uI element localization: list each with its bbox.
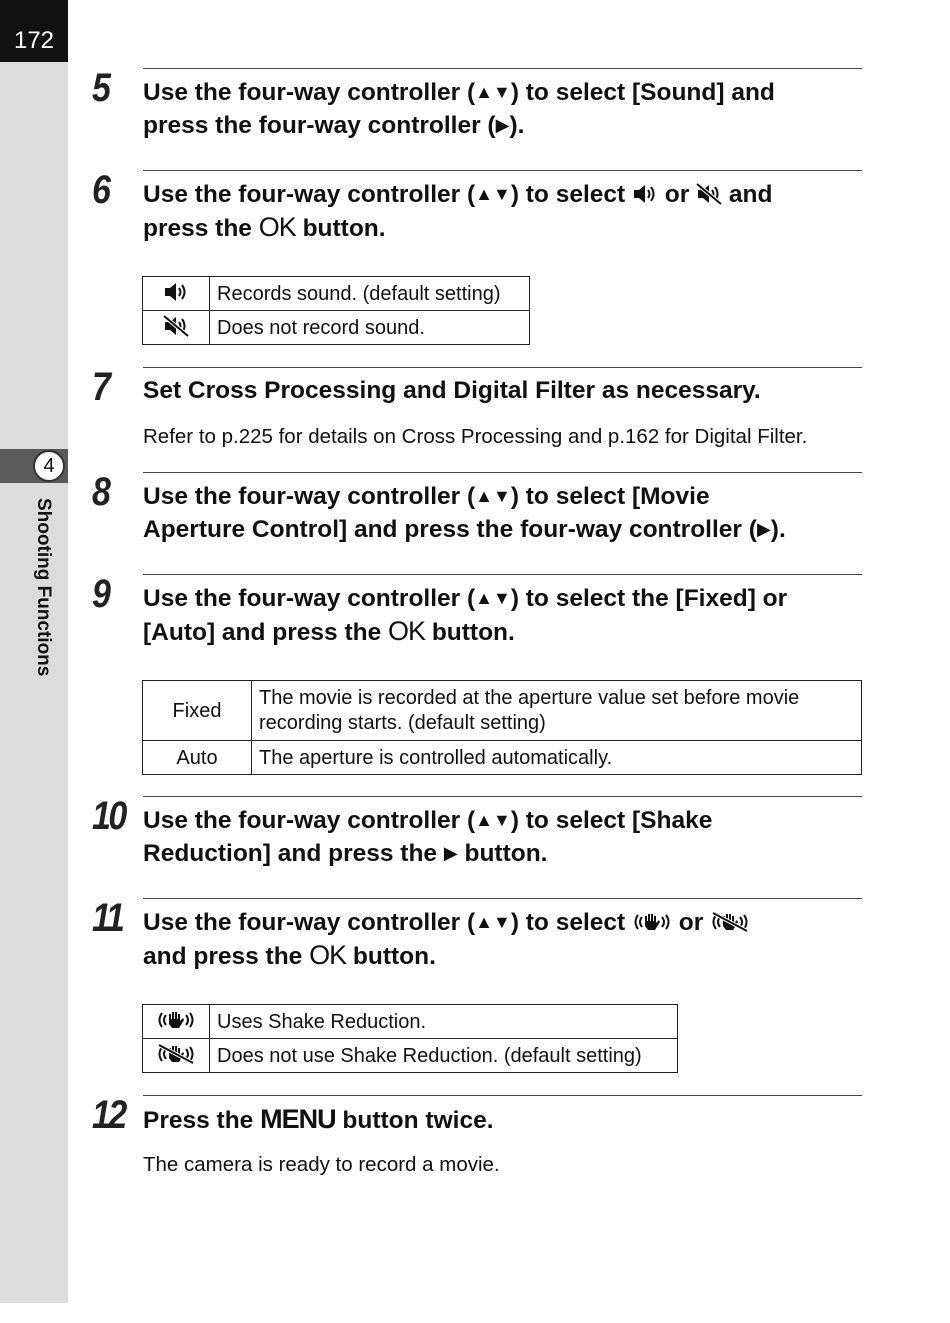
step-number: 11 xyxy=(92,896,123,940)
table-row xyxy=(143,1005,678,1039)
right-arrow-icon: ▶ xyxy=(756,519,771,539)
step-divider xyxy=(143,898,862,899)
ok-button-label: OK xyxy=(309,940,347,970)
menu-button-label: MENU xyxy=(260,1104,336,1134)
step-note: Refer to p.225 for details on Cross Processing and p.162 for Digital Filter. xyxy=(143,425,808,448)
step-number: 8 xyxy=(92,470,109,514)
description-cell: Uses Shake Reduction. xyxy=(210,1005,678,1039)
step-instruction: Use the four-way controller (▲▼) to select or and press the OK button. xyxy=(143,906,862,973)
step-divider xyxy=(143,68,862,69)
shake-reduction-on-icon xyxy=(156,1009,196,1031)
step-instruction: Use the four-way controller (▲▼) to select the [Fixed] or [Auto] and press the OK button. xyxy=(143,582,862,649)
step-number: 9 xyxy=(92,572,109,616)
table-row xyxy=(143,741,862,775)
step-divider xyxy=(143,1095,862,1096)
up-down-arrow-icon: ▲▼ xyxy=(475,82,511,102)
icon-cell xyxy=(143,277,210,311)
step-instruction: Use the four-way controller (▲▼) to select or and press the OK button. xyxy=(143,178,862,245)
sound-options-table xyxy=(142,276,530,345)
step-divider xyxy=(143,367,862,368)
shake-reduction-off-icon xyxy=(710,911,750,933)
table-row xyxy=(143,681,862,741)
ok-button-label: OK xyxy=(388,616,426,646)
step-7 xyxy=(92,367,862,457)
term-cell: Auto xyxy=(143,741,252,775)
table-row xyxy=(143,1039,678,1073)
step-12 xyxy=(92,1095,862,1185)
step-number: 5 xyxy=(92,66,109,110)
step-number: 10 xyxy=(92,794,125,838)
table-row xyxy=(143,311,530,345)
aperture-options-table xyxy=(142,680,862,775)
shake-reduction-off-icon xyxy=(156,1043,196,1065)
step-instruction: Use the four-way controller (▲▼) to select [Sound] and press the four-way controller (▶). xyxy=(143,76,862,142)
step-number: 7 xyxy=(92,365,109,409)
step-instruction: Use the four-way controller (▲▼) to select [Shake Reduction] and press the ▶ button. xyxy=(143,804,862,870)
term-cell: Fixed xyxy=(143,681,252,741)
step-instruction: Press the MENU button twice. xyxy=(143,1104,494,1134)
description-cell: Records sound. (default setting) xyxy=(210,277,530,311)
description-cell: The movie is recorded at the aperture value set before movie recording starts. (default setting) xyxy=(252,681,862,741)
up-down-arrow-icon: ▲▼ xyxy=(475,486,511,506)
up-down-arrow-icon: ▲▼ xyxy=(475,912,511,932)
chapter-title: Shooting Functions xyxy=(33,498,54,677)
up-down-arrow-icon: ▲▼ xyxy=(475,588,511,608)
step-divider xyxy=(143,170,862,171)
up-down-arrow-icon: ▲▼ xyxy=(475,810,511,830)
icon-cell xyxy=(143,1005,210,1039)
step-divider xyxy=(143,472,862,473)
description-cell: The aperture is controlled automatically. xyxy=(252,741,862,775)
sound-on-icon xyxy=(163,281,189,303)
shake-reduction-on-icon xyxy=(632,911,672,933)
sound-off-icon xyxy=(163,315,189,337)
chapter-number: 4 xyxy=(33,450,65,482)
icon-cell xyxy=(143,311,210,345)
step-divider xyxy=(143,796,862,797)
step-number: 6 xyxy=(92,168,109,212)
ok-button-label: OK xyxy=(258,212,296,242)
right-arrow-icon: ▶ xyxy=(495,115,510,135)
step-note: The camera is ready to record a movie. xyxy=(143,1153,500,1176)
sound-on-icon xyxy=(632,183,658,205)
step-divider xyxy=(143,574,862,575)
step-number: 12 xyxy=(92,1093,125,1137)
table-row xyxy=(143,277,530,311)
description-cell: Does not record sound. xyxy=(210,311,530,345)
right-arrow-icon: ▶ xyxy=(443,843,458,863)
icon-cell xyxy=(143,1039,210,1073)
up-down-arrow-icon: ▲▼ xyxy=(475,184,511,204)
description-cell: Does not use Shake Reduction. (default setting) xyxy=(210,1039,678,1073)
step-instruction: Set Cross Processing and Digital Filter as necessary. xyxy=(143,377,761,404)
shake-reduction-options-table xyxy=(142,1004,678,1073)
sound-off-icon xyxy=(696,183,722,205)
page-number: 172 xyxy=(0,0,68,62)
step-instruction: Use the four-way controller (▲▼) to select [Movie Aperture Control] and press the four-way controller (▶). xyxy=(143,480,862,546)
